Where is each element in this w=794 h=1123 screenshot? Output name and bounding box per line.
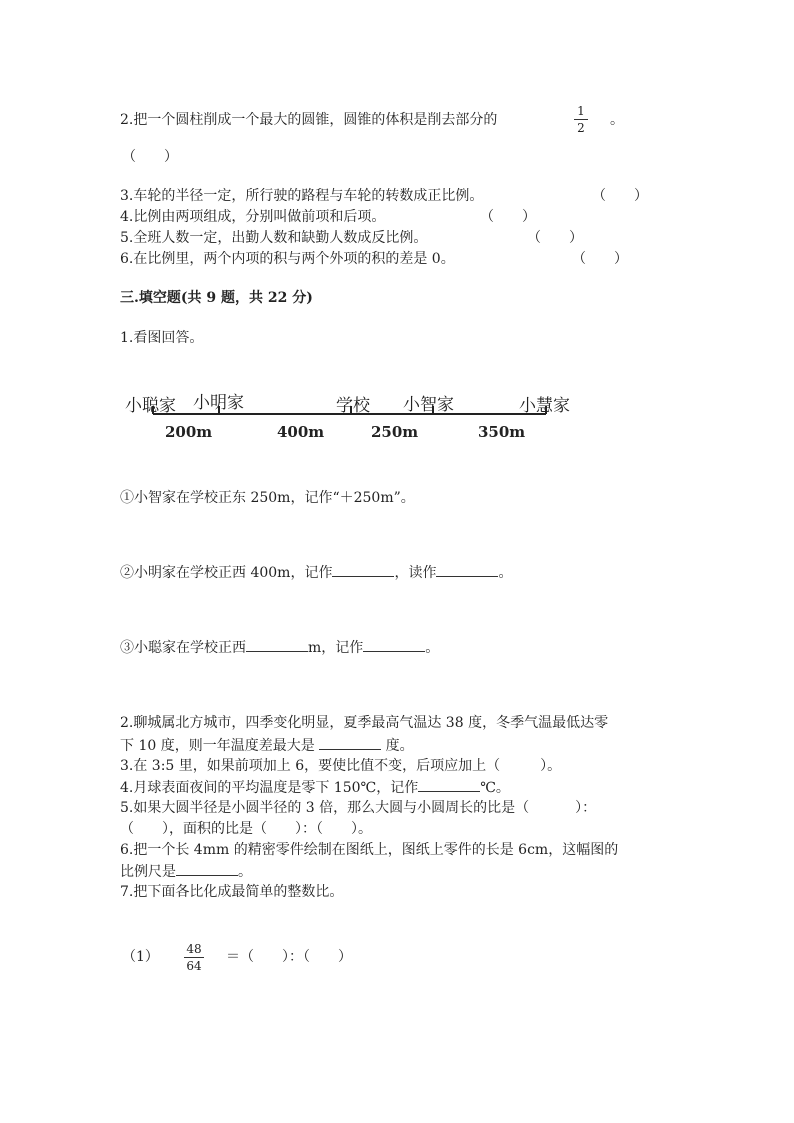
fill-q3-text-2: ）。 (540, 758, 562, 774)
fill-q5-line1 (120, 798, 596, 818)
fill-q1-b-text-3: 。 (498, 565, 513, 581)
fill-q1-c-text-2: m，记作 (308, 640, 364, 656)
judge-q3-text: 3.车轮的半径一定，所行驶的路程与车轮的转数成正比例。 (120, 188, 484, 204)
fill-q3 (120, 756, 561, 776)
fill-q6-text-2: 。 (238, 864, 252, 880)
fill-q5-line2: （ ），面积的比是（ ）：（ ）。 (120, 821, 372, 837)
fill-q3-text-1: 3.在 3:5 里，如果前项加上 6，要使比值不变，后项应加上（ (120, 758, 501, 774)
fill-q7-1-ratio[interactable]: ＝（ ）：（ ） (226, 949, 352, 965)
judge-q3 (120, 186, 483, 206)
answer-blank[interactable] (436, 562, 498, 577)
fill-q4-text-1: 4.月球表面夜间的平均温度是零下 150℃，记作 (120, 780, 419, 796)
judge-q2 (120, 110, 497, 130)
fill-q1-c-text-3: 。 (425, 640, 440, 656)
fill-q4 (120, 777, 510, 798)
fill-q1-a: ①小智家在学校正东 250m，记作“＋250m”。 (120, 490, 415, 506)
fill-q7-1-fraction (184, 942, 204, 973)
judge-q6 (120, 249, 455, 269)
fraction-bar (574, 119, 588, 120)
section-3-title: 三.填空题(共 9 题，共 22 分) (120, 290, 313, 306)
answer-blank[interactable] (176, 861, 238, 876)
answer-blank[interactable] (418, 777, 480, 792)
judge-q4 (120, 207, 385, 227)
judge-q3-answer-paren[interactable]: （ ） (592, 188, 648, 204)
distance-250m: 250m (371, 423, 419, 441)
fill-q5-text-2: ）： (575, 800, 597, 816)
answer-blank[interactable] (363, 637, 425, 652)
fraction-numerator: 1 (577, 104, 585, 118)
label-xiaozhi-home: 小智家 (403, 395, 454, 415)
fill-q7-1-label: （1） (122, 949, 159, 965)
judge-q5-answer-paren[interactable]: （ ） (527, 230, 583, 246)
judge-q6-answer-paren[interactable]: （ ） (572, 251, 628, 267)
judge-q2-fraction (574, 104, 588, 135)
judge-q2-answer-paren[interactable]: （ ） (122, 149, 178, 165)
fraction-denominator: 2 (577, 121, 585, 135)
fill-q2-line1: 2.聊城属北方城市，四季变化明显，夏季最高气温达 38 度，冬季气温最低达零 (120, 715, 609, 731)
fill-q7-title: 7.把下面各比化成最简单的整数比。 (120, 884, 344, 900)
fill-q1-b-text-2: ，读作 (394, 565, 437, 581)
judge-q5-text: 5.全班人数一定，出勤人数和缺勤人数成反比例。 (120, 230, 428, 246)
judge-q6-text: 6.在比例里，两个内项的积与两个外项的积的差是 0。 (120, 251, 455, 267)
label-xiaocong-home: 小聪家 (125, 396, 176, 416)
fill-q1-b (120, 562, 512, 583)
fill-q6-line2 (120, 861, 252, 882)
fraction-denominator: 64 (186, 959, 202, 973)
judge-q4-answer-paren[interactable]: （ ） (480, 209, 536, 225)
fraction-numerator: 48 (186, 942, 202, 956)
fill-q4-text-2: ℃。 (480, 780, 510, 796)
distance-400m: 400m (277, 423, 325, 441)
judge-q2-end: 。 (610, 112, 624, 128)
label-xiaohui-home: 小慧家 (519, 396, 570, 416)
fill-q5-text-1: 5.如果大圆半径是小圆半径的 3 倍，那么大圆与小圆周长的比是（ (120, 800, 530, 816)
judge-q4-text: 4.比例由两项组成，分别叫做前项和后项。 (120, 209, 386, 225)
answer-blank[interactable] (332, 562, 394, 577)
label-xiaoming-home: 小明家 (193, 393, 244, 413)
fill-q2-text-1: 下 10 度，则一年温度差最大是 (120, 738, 315, 754)
fraction-bar (184, 957, 204, 958)
fill-q1-title: 1.看图回答。 (120, 330, 204, 346)
fill-q2-line2 (120, 735, 414, 756)
answer-blank[interactable] (319, 735, 381, 750)
distance-200m: 200m (165, 423, 213, 441)
fill-q1-c-text-1: ③小聪家在学校正西 (120, 640, 246, 656)
fill-q6-line1: 6.把一个长 4mm 的精密零件绘制在图纸上，图纸上零件的长是 6cm，这幅图的 (120, 842, 619, 858)
fill-q1-b-text-1: ②小明家在学校正西 400m，记作 (120, 565, 333, 581)
distance-350m: 350m (478, 423, 526, 441)
fill-q2-text-2: 度。 (385, 738, 414, 754)
judge-q2-text: 2.把一个圆柱削成一个最大的圆锥，圆锥的体积是削去部分的 (120, 112, 498, 128)
fill-q6-text-1: 比例尺是 (120, 864, 176, 880)
label-school: 学校 (336, 396, 370, 416)
fill-q1-c (120, 637, 439, 658)
judge-q5 (120, 228, 427, 248)
answer-blank[interactable] (246, 637, 308, 652)
